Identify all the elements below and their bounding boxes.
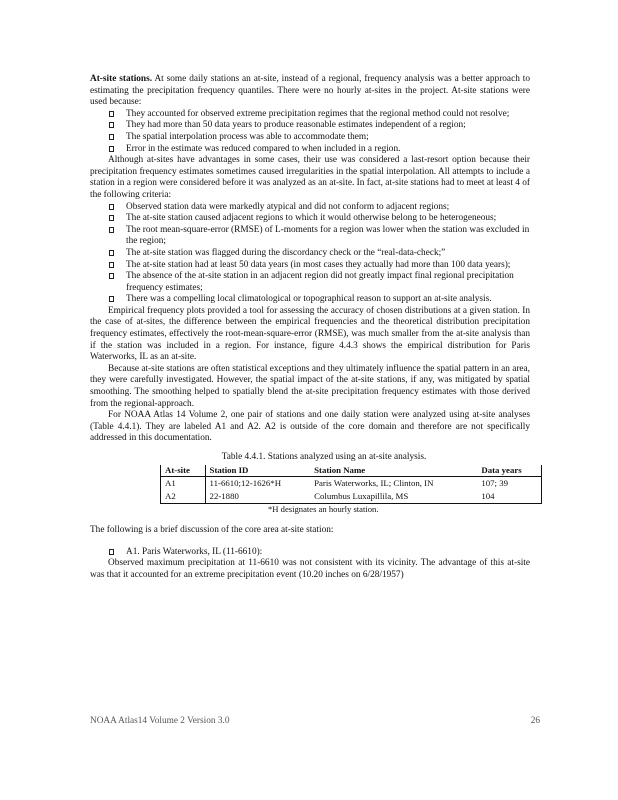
cell-station-name: Paris Waterworks, IL; Clinton, IN: [314, 477, 434, 488]
table-row: [161, 490, 542, 504]
section-heading: At-site stations.: [90, 74, 153, 84]
list-item: Observed station data were markedly atypical and did not conform to adjacent regions;: [90, 202, 530, 214]
bullet-box-icon: [109, 215, 114, 221]
exceptions-paragraph: Because at-site stations are often statistical exceptions and they ultimately influence the spatial pattern in an area, they were carefully investigated. However, the spatial impact of the at-site stations, if any, was mitigated by spatial smoothing. The smoothing helped to spatially blend the at-site precipitation frequency estimates with those derived from the regional-approach.: [90, 363, 530, 409]
page-footer: [90, 716, 540, 728]
header-station-name: Station Name: [310, 465, 477, 477]
footer-label: NOAA Atlas14 Volume 2 Version 3.0: [90, 716, 230, 726]
bullet-box-icon: [109, 296, 114, 302]
bullet-box-icon: [109, 227, 114, 233]
bullet-box-icon: [109, 146, 114, 152]
volume-paragraph: For NOAA Atlas 14 Volume 2, one pair of stations and one daily station were analyzed using at-site analyses (Table 4.4.1). They are labeled A1 and A2. A2 is outside of the core domain and therefore are not specifically addressed in this documentation.: [90, 410, 530, 444]
header-data-years: Data years: [477, 465, 541, 477]
list-item: The root mean-square-error (RMSE) of L-moments for a region was lower when the station was excluded in the region;: [90, 225, 530, 248]
empirical-paragraph: Empirical frequency plots provided a tool for assessing the accuracy of chosen distributions at a given station. In the case of at-sites, the difference between the empirical frequencies and the theoretical distribution precipitation frequency estimates, effectively the root-mean-square-error (RMSE), was much smaller from the at-site analysis than if the station was included in a region. For instance, figure 4.4.3 shows the empirical distribution for Paris Waterworks, IL as an at-site.: [90, 305, 530, 363]
header-station-id: Station ID: [205, 465, 310, 477]
list-item: The at-site station was flagged during the discordancy check or the “real-data-check;”: [90, 248, 530, 260]
bullet-box-icon: [109, 549, 114, 555]
table-caption: Table 4.4.1. Stations analyzed using an at-site analysis.: [221, 452, 427, 462]
list-item: The spatial interpolation process was able to accommodate them;: [90, 132, 530, 144]
cell-atsite: A1: [161, 476, 206, 490]
bullet-box-icon: [109, 111, 114, 117]
bullet-box-icon: [109, 134, 114, 140]
bullet-box-icon: [109, 250, 114, 256]
list-item: A1. Paris Waterworks, IL (11-6610):: [90, 547, 530, 559]
atsite-table: [160, 465, 542, 504]
bullet-box-icon: [109, 204, 114, 210]
reasons-list: [90, 109, 530, 155]
list-item: The at-site station caused adjacent regions to which it would otherwise belong to be heterogeneous;: [90, 213, 530, 225]
page-number: 26: [530, 716, 540, 726]
cell-station-name: Columbus Luxapillila, MS: [310, 490, 477, 504]
following-paragraph: The following is a brief discussion of the core area at-site station:: [90, 525, 334, 536]
section-intro-paragraph: [90, 74, 530, 109]
section-intro-text: At some daily stations an at-site, instead of a regional, frequency analysis was a better approach to estimating the precipitation frequency quantiles. There were no hourly at-sites in the project. At-site stations were used because:: [90, 74, 530, 108]
bullet-box-icon: [109, 122, 114, 128]
document-page: [90, 74, 530, 582]
discussion-paragraph: Observed maximum precipitation at 11-6610 was not consistent with its vicinity. The advantage of this at-site was that it accounted for an extreme precipitation event (10.20 inches on 6/28/1957): [90, 558, 530, 580]
bullet-box-icon: [109, 262, 114, 268]
list-item: They accounted for observed extreme precipitation regimes that the regional method could not resolve;: [90, 109, 530, 121]
table-row: [161, 476, 542, 490]
cell-atsite: A2: [161, 490, 206, 504]
list-item: The absence of the at-site station in an adjacent region did not greatly impact final regional precipitation frequency estimates;: [90, 271, 530, 294]
bullet-box-icon: [109, 273, 114, 279]
list-item: There was a compelling local climatological or topographical reason to support an at-site analysis.: [90, 294, 530, 306]
list-item: The at-site station had at least 50 data years (in most cases they actually had more than 100 data years);: [90, 260, 530, 272]
cell-station-id: 11-6610;12-1626*H: [205, 476, 310, 490]
criteria-list: [90, 202, 530, 306]
cell-station-id: 22-1880: [205, 490, 310, 504]
table-note: *H designates an hourly station.: [268, 503, 379, 514]
cell-data-years: 104: [477, 490, 541, 504]
table-header-row: [161, 465, 542, 477]
discussion-list: [90, 547, 530, 559]
list-item: They had more than 50 data years to produce reasonable estimates independent of a region;: [90, 120, 530, 132]
criteria-paragraph: Although at-sites have advantages in some cases, their use was considered a last-resort option because their precipitation frequency estimates sometimes caused irregularities in the spatial interpolation. All attempts to include a station in a region were considered before it was analyzed as an at-site. In fact, at-site stations had to meet at least 4 of the following criteria:: [90, 155, 530, 200]
cell-data-years: 107; 39: [477, 476, 541, 490]
header-atsite: At-site: [161, 465, 206, 477]
list-item: Error in the estimate was reduced compared to when included in a region.: [90, 144, 530, 156]
